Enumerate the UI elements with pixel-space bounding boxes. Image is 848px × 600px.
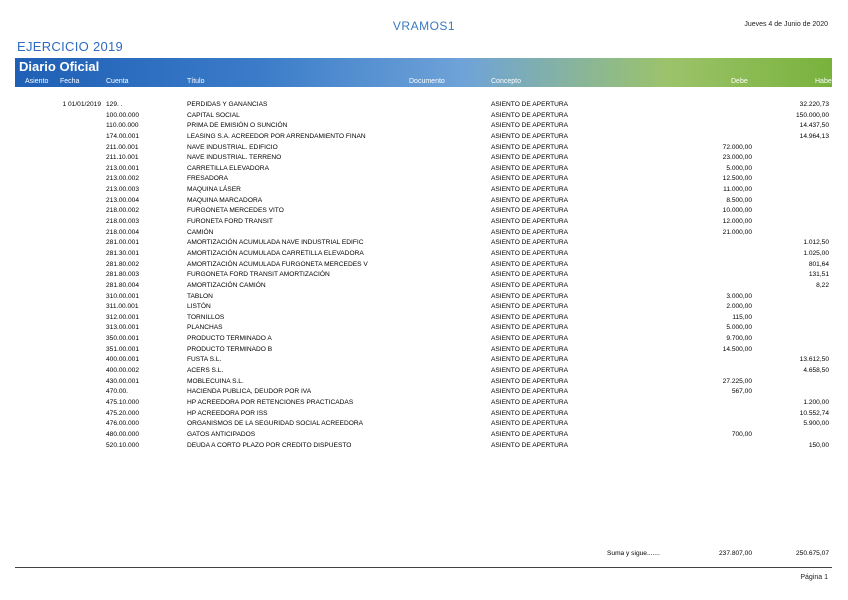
- page-number: Página 1: [800, 574, 828, 581]
- entry-cuenta: 218.00.003: [106, 218, 140, 226]
- entry-cuenta: 281.80.004: [106, 281, 140, 289]
- entry-concepto: ASIENTO DE APERTURA: [491, 228, 569, 236]
- journal-entries: [0, 100, 848, 451]
- entry-concepto: ASIENTO DE APERTURA: [491, 388, 569, 396]
- table-row: [0, 345, 848, 356]
- entry-concepto: ASIENTO DE APERTURA: [491, 356, 569, 364]
- entry-titulo: TORNILLOS: [187, 313, 225, 321]
- entry-titulo: PRIMA DE EMISIÓN O SUNCIÓN: [187, 122, 288, 130]
- table-row: [0, 121, 848, 132]
- entry-debe: 115,00: [732, 313, 752, 321]
- entry-concepto: ASIENTO DE APERTURA: [491, 111, 569, 119]
- table-row: [0, 143, 848, 154]
- entry-concepto: ASIENTO DE APERTURA: [491, 101, 569, 108]
- table-row: [0, 249, 848, 260]
- table-row: [0, 419, 848, 430]
- table-row: [0, 366, 848, 377]
- entry-concepto: ASIENTO DE APERTURA: [491, 186, 569, 194]
- col-fecha: Fecha: [60, 78, 80, 85]
- entry-cuenta: 475.20.000: [106, 409, 140, 417]
- entry-titulo: AMORTIZACIÓN ACUMULADA NAVE INDUSTRIAL EDIFIC: [187, 239, 364, 247]
- entry-cuenta: 100.00.000: [106, 111, 140, 119]
- entry-titulo: GATOS ANTICIPADOS: [187, 430, 256, 438]
- entry-concepto: ASIENTO DE APERTURA: [491, 281, 569, 289]
- entry-titulo: PRODUCTO TERMINADO B: [187, 345, 273, 353]
- entry-titulo: PLANCHAS: [187, 324, 223, 332]
- entry-titulo: TABLON: [187, 292, 213, 300]
- entry-concepto: ASIENTO DE APERTURA: [491, 175, 569, 183]
- entry-concepto: ASIENTO DE APERTURA: [491, 132, 569, 140]
- entry-titulo: HP ACREEDORA POR RETENCIONES PRACTICADAS: [187, 398, 354, 406]
- entry-concepto: ASIENTO DE APERTURA: [491, 377, 569, 385]
- entry-titulo: FURONETA FORD TRANSIT: [187, 218, 273, 226]
- col-documento: Documento: [409, 78, 445, 85]
- entry-titulo: PRODUCTO TERMINADO A: [187, 335, 272, 343]
- entry-haber: 150.000,00: [795, 111, 829, 119]
- entry-cuenta: 129. .: [106, 101, 123, 108]
- entry-cuenta: 174.00.001: [106, 132, 140, 140]
- entry-cuenta: 400.00.002: [106, 367, 140, 375]
- entry-debe: 700,00: [731, 430, 752, 438]
- entry-asiento: 1 01/01/2019: [62, 101, 101, 108]
- entry-concepto: ASIENTO DE APERTURA: [491, 420, 569, 428]
- entry-concepto: ASIENTO DE APERTURA: [491, 260, 569, 268]
- entry-debe: 11.000,00: [723, 186, 752, 194]
- entry-concepto: ASIENTO DE APERTURA: [491, 207, 569, 215]
- entry-cuenta: 312.00.001: [106, 313, 140, 321]
- entry-titulo: HACIENDA PUBLICA, DEUDOR POR IVA: [187, 388, 312, 396]
- entry-concepto: ASIENTO DE APERTURA: [491, 154, 569, 162]
- entry-debe: 2.000,00: [726, 303, 752, 311]
- entry-haber: 1.200,00: [803, 398, 829, 406]
- entry-cuenta: 520.10.000: [106, 441, 140, 449]
- entry-cuenta: 400.00.001: [106, 356, 140, 364]
- entry-titulo: CAMIÓN: [187, 228, 214, 236]
- entry-titulo: CARRETILLA ELEVADORA: [187, 164, 269, 172]
- entry-concepto: ASIENTO DE APERTURA: [491, 345, 569, 353]
- totals-haber: 250.675,07: [795, 550, 829, 557]
- entry-haber: 5.900,00: [803, 420, 829, 428]
- entry-titulo: ACERS S.L.: [187, 367, 224, 375]
- col-haber: Haber: [815, 78, 835, 85]
- entry-concepto: ASIENTO DE APERTURA: [491, 335, 569, 343]
- entry-concepto: ASIENTO DE APERTURA: [491, 239, 569, 247]
- entry-haber: 13.612,50: [799, 356, 829, 364]
- entry-debe: 14.500,00: [722, 345, 752, 353]
- entry-titulo: AMORTIZACIÓN CAMIÓN: [187, 281, 266, 289]
- entry-titulo: FUSTA S.L.: [187, 356, 222, 364]
- entry-concepto: ASIENTO DE APERTURA: [491, 398, 569, 406]
- table-row: [0, 206, 848, 217]
- entry-cuenta: 430.00.001: [106, 377, 140, 385]
- entry-cuenta: 211.00.001: [106, 143, 139, 151]
- entry-cuenta: 218.00.004: [106, 228, 140, 236]
- entry-haber: 801,64: [808, 260, 829, 268]
- table-row: [0, 174, 848, 185]
- entry-haber: 14.964,13: [799, 132, 829, 140]
- entry-debe: 8.500,00: [726, 196, 752, 204]
- table-row: [0, 185, 848, 196]
- table-row: [0, 228, 848, 239]
- entry-debe: 9.700,00: [726, 335, 752, 343]
- entry-titulo: NAVE INDUSTRIAL. TERRENO: [187, 154, 282, 162]
- entry-haber: 131,51: [808, 271, 829, 279]
- entry-concepto: ASIENTO DE APERTURA: [491, 218, 569, 226]
- entry-concepto: ASIENTO DE APERTURA: [491, 313, 569, 321]
- entry-cuenta: 310.00.001: [106, 292, 140, 300]
- col-asiento: Asiento: [25, 78, 49, 85]
- entry-concepto: ASIENTO DE APERTURA: [491, 409, 569, 417]
- col-cuenta: Cuenta: [106, 78, 129, 85]
- entry-concepto: ASIENTO DE APERTURA: [491, 367, 569, 375]
- entry-haber: 32.220,73: [799, 101, 829, 108]
- entry-titulo: DEUDA A CORTO PLAZO POR CREDITO DISPUESTO: [187, 441, 352, 449]
- company-name: VRAMOS1: [392, 19, 456, 33]
- entry-debe: 12.000,00: [722, 218, 752, 226]
- entry-haber: 150,00: [808, 441, 829, 449]
- entry-debe: 10.000,00: [722, 207, 752, 215]
- table-row: [0, 260, 848, 271]
- table-row: [0, 313, 848, 324]
- entry-cuenta: 281.80.002: [106, 260, 140, 268]
- entry-concepto: ASIENTO DE APERTURA: [491, 271, 569, 279]
- entry-titulo: HP ACREEDORA POR ISS: [187, 409, 268, 417]
- report-title: Diario Oficial: [19, 59, 100, 74]
- entry-haber: 1.012,50: [803, 239, 829, 247]
- table-row: [0, 377, 848, 388]
- entry-concepto: ASIENTO DE APERTURA: [491, 196, 569, 204]
- table-row: [0, 281, 848, 292]
- table-row: [0, 153, 848, 164]
- table-row: [0, 387, 848, 398]
- entry-debe: 567,00: [731, 388, 752, 396]
- entry-debe: 3.000,00: [726, 292, 752, 300]
- entry-cuenta: 480.00.000: [106, 430, 140, 438]
- entry-cuenta: 351.00.001: [106, 345, 140, 353]
- entry-debe: 5.000,00: [726, 324, 752, 332]
- table-row: [0, 302, 848, 313]
- table-row: [0, 270, 848, 281]
- entry-concepto: ASIENTO DE APERTURA: [491, 143, 569, 151]
- entry-concepto: ASIENTO DE APERTURA: [491, 164, 569, 172]
- entry-cuenta: 470.00.: [106, 388, 128, 396]
- entry-debe: 72.000,00: [722, 143, 752, 151]
- entry-cuenta: 213.00.002: [106, 175, 140, 183]
- entry-cuenta: 313.00.001: [106, 324, 140, 332]
- entry-cuenta: 213.00.001: [106, 164, 140, 172]
- entry-titulo: MAQUINA MARCADORA: [187, 196, 263, 204]
- col-concepto: Concepto: [491, 78, 521, 85]
- entry-titulo: ORGANISMOS DE LA SEGURIDAD SOCIAL ACREEDORA: [187, 420, 363, 428]
- entry-concepto: ASIENTO DE APERTURA: [491, 122, 569, 130]
- entry-titulo: FRESADORA: [187, 175, 229, 183]
- entry-titulo: NAVE INDUSTRIAL. EDIFICIO: [187, 143, 278, 151]
- footer-divider: [15, 567, 832, 568]
- entry-concepto: ASIENTO DE APERTURA: [491, 324, 569, 332]
- entry-cuenta: 311.00.001: [106, 303, 139, 311]
- entry-haber: 14.437,50: [799, 122, 829, 130]
- table-row: [0, 164, 848, 175]
- table-row: [0, 334, 848, 345]
- entry-titulo: FURGONETA MERCEDES VITO: [187, 207, 284, 215]
- entry-cuenta: 350.00.001: [106, 335, 140, 343]
- report-title-banner: [15, 58, 832, 77]
- entry-titulo: MAQUINA LÁSER: [187, 186, 241, 194]
- totals-row: [0, 549, 848, 559]
- entry-titulo: FURGONETA FORD TRANSIT AMORTIZACIÓN: [187, 271, 330, 279]
- entry-titulo: PERDIDAS Y GANANCIAS: [187, 101, 268, 108]
- entry-concepto: ASIENTO DE APERTURA: [491, 441, 569, 449]
- table-row: [0, 100, 848, 111]
- table-row: [0, 441, 848, 452]
- table-row: [0, 238, 848, 249]
- entry-haber: 10.552,74: [799, 409, 829, 417]
- entry-cuenta: 281.00.001: [106, 239, 140, 247]
- table-row: [0, 398, 848, 409]
- entry-concepto: ASIENTO DE APERTURA: [491, 249, 569, 257]
- entry-concepto: ASIENTO DE APERTURA: [491, 292, 569, 300]
- table-row: [0, 430, 848, 441]
- table-row: [0, 196, 848, 207]
- entry-titulo: AMORTIZACIÓN ACUMULADA CARRETILLA ELEVADORA: [187, 249, 364, 257]
- entry-debe: 23.000,00: [722, 154, 752, 162]
- entry-titulo: MOBLECUINA S.L.: [187, 377, 244, 385]
- table-row: [0, 355, 848, 366]
- entry-concepto: ASIENTO DE APERTURA: [491, 303, 569, 311]
- entry-cuenta: 218.00.002: [106, 207, 140, 215]
- entry-titulo: LISTÓN: [187, 303, 211, 311]
- entry-debe: 5.000,00: [726, 164, 752, 172]
- col-debe: Debe: [731, 78, 748, 85]
- entry-titulo: CAPITAL SOCIAL: [187, 111, 240, 119]
- totals-label: Suma y sigue.......: [607, 550, 660, 557]
- table-row: [0, 111, 848, 122]
- entry-titulo: AMORTIZACIÓN ACUMULADA FURGONETA MERCEDES V: [187, 260, 368, 268]
- entry-cuenta: 213.00.004: [106, 196, 140, 204]
- entry-cuenta: 476.00.000: [106, 420, 140, 428]
- totals-debe: 237.807,00: [718, 550, 752, 557]
- entry-haber: 8,22: [816, 281, 829, 289]
- entry-haber: 4.658,50: [803, 367, 829, 375]
- column-header-bar: [15, 77, 835, 87]
- entry-cuenta: 281.30.001: [106, 249, 140, 257]
- fiscal-year: EJERCICIO 2019: [17, 39, 124, 54]
- table-row: [0, 409, 848, 420]
- entry-cuenta: 110.00.000: [106, 122, 139, 130]
- report-date: Jueves 4 de Junio de 2020: [744, 21, 828, 28]
- entry-cuenta: 211.10.001: [106, 154, 139, 162]
- entry-debe: 27.225,00: [722, 377, 752, 385]
- col-titulo: Título: [187, 78, 205, 85]
- entry-concepto: ASIENTO DE APERTURA: [491, 430, 569, 438]
- table-row: [0, 132, 848, 143]
- entry-titulo: LEASING S.A. ACREEDOR POR ARRENDAMIENTO FINAN: [187, 132, 366, 140]
- table-row: [0, 217, 848, 228]
- entry-cuenta: 213.00.003: [106, 186, 140, 194]
- table-row: [0, 323, 848, 334]
- entry-haber: 1.025,00: [803, 249, 829, 257]
- entry-debe: 21.000,00: [722, 228, 752, 236]
- entry-cuenta: 475.10.000: [106, 398, 140, 406]
- table-row: [0, 292, 848, 303]
- entry-debe: 12.500,00: [722, 175, 752, 183]
- entry-cuenta: 281.80.003: [106, 271, 140, 279]
